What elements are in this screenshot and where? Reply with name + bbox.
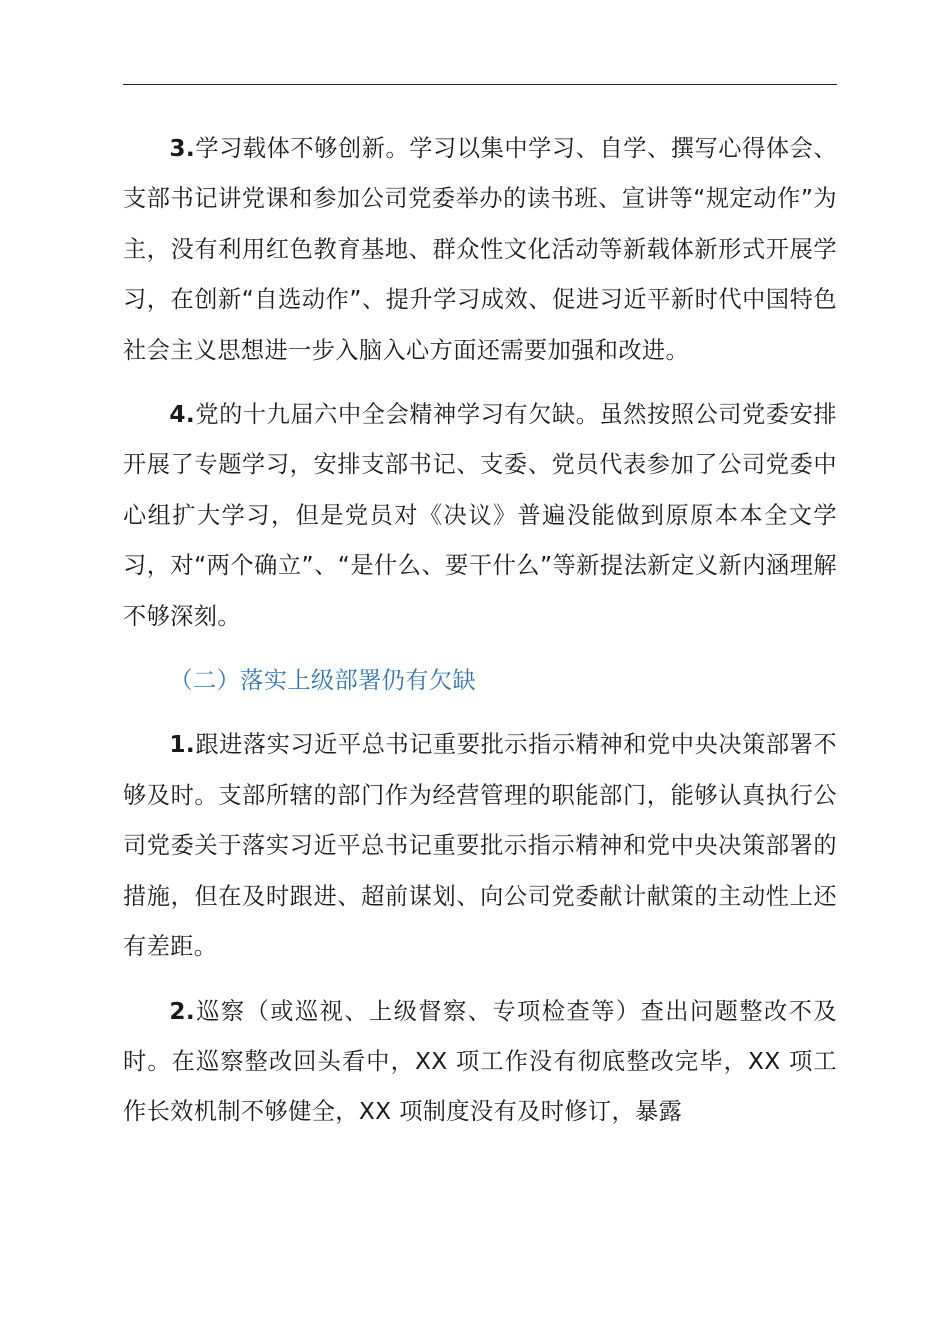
paragraph-item-1: [123, 720, 837, 972]
paragraph-item-4: [123, 390, 837, 642]
paragraph-item-2: [123, 987, 837, 1138]
item-number: 2.: [169, 997, 196, 1025]
paragraph-text: 党的十九届六中全会精神学习有欠缺。虽然按照公司党委安排开展了专题学习，安排支部书记、支委、党员代表参加了公司党委中心组扩大学习，但是党员对《决议》普遍没能做到原原本本全文学习，对“两个确立”、“是什么、要干什么”等新提法新定义新内涵理解不够深刻。: [123, 401, 837, 630]
section-heading: （二）落实上级部署仍有欠缺: [169, 667, 477, 695]
paragraph-text: 巡察（或巡视、上级督察、专项检查等）查出问题整改不及时。在巡察整改回头看中，XX 项工作没有彻底整改完毕，XX 项工作长效机制不够健全，XX 项制度没有及时修订，暴露: [123, 997, 837, 1126]
item-number: 4.: [169, 401, 196, 429]
paragraph-item-3: [123, 124, 837, 376]
paragraph-text: 跟进落实习近平总书记重要批示指示精神和党中央决策部署不够及时。支部所辖的部门作为经营管理的职能部门，能够认真执行公司党委关于落实习近平总书记重要批示指示精神和党中央决策部署的措施，但在及时跟进、超前谋划、向公司党委献计献策的主动性上还有差距。: [123, 731, 837, 961]
header-rule: [123, 84, 837, 85]
paragraph-text: 学习载体不够创新。学习以集中学习、自学、撰写心得体会、支部书记讲党课和参加公司党委举办的读书班、宣讲等“规定动作”为主，没有利用红色教育基地、群众性文化活动等新载体新形式开展学习，在创新“自选动作”、提升学习成效、促进习近平新时代中国特色社会主义思想进一步入脑入心方面还需要加强和改进。: [123, 135, 837, 364]
document-body: [123, 124, 837, 1152]
item-number: 1.: [169, 731, 196, 759]
item-number: 3.: [169, 135, 196, 162]
